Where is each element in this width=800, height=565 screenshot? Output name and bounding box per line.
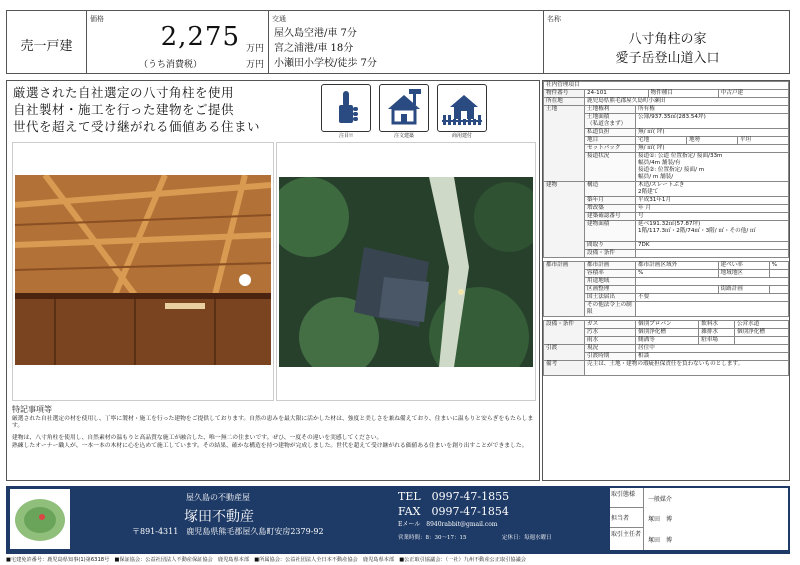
building-value: 延べ191.32㎡(57.87坪) 1階/117.3㎡・2階/74㎡・3階/ ㎡・その他/ ㎡ — [636, 221, 789, 242]
city-key: 容積率 — [585, 270, 636, 278]
city-value — [636, 278, 789, 286]
notes-paragraph: 熟練したオーナー職人が、一本一本の木材に心を込めて施工しています。その結果、確かな構造を持つ建物が完成しました。世代を超えて受け継がれる価値ある住まいを創り出すことができました。 — [12, 443, 528, 450]
city-table — [543, 261, 789, 317]
addr-label: 所在地 — [544, 98, 585, 106]
mgmt-header: 社内管理項目 — [544, 82, 789, 90]
feature-panel — [6, 80, 540, 481]
icon-caption: 注目!! — [338, 133, 354, 139]
land-key: 私道負担 — [585, 129, 636, 137]
terrain: 平坦 — [737, 137, 788, 145]
catch-copy — [13, 84, 260, 135]
deliver-table — [543, 344, 789, 376]
deal: 一般媒介 — [648, 496, 673, 503]
price-label: 価格 — [90, 15, 104, 23]
building-section: 建物 — [544, 182, 585, 258]
building-table — [543, 181, 789, 258]
house-fence-icon — [437, 84, 487, 132]
kind-label: 物件種目 — [648, 90, 718, 98]
building-key: 建築確認番号 — [585, 213, 636, 221]
city-value — [636, 286, 719, 294]
thumbs-up-icon — [321, 84, 371, 132]
island-map — [10, 489, 70, 549]
city-key: 国土法届出 — [585, 294, 636, 302]
icon-caption: 商用建付 — [451, 133, 472, 139]
kind: 中古戸建 — [718, 90, 788, 98]
spec-table — [543, 81, 789, 106]
header-bar — [6, 10, 790, 74]
icon-caption: 注文建築 — [393, 133, 414, 139]
remarks: 売主は、土地・建物の瑕疵担保責任を負わないものとします。 — [585, 361, 789, 376]
facility-key: 汚水 — [585, 329, 636, 337]
email[interactable]: Eメール 8940rabbit@gmail.com — [398, 521, 498, 528]
land-value: 公簿/937.35㎡(283.54坪) — [636, 114, 789, 129]
facility-value2: 公営水道 — [734, 321, 788, 329]
fax: FAX 0997-47-1854 — [398, 505, 509, 518]
traffic-cell — [269, 11, 544, 73]
property-type: 売一戸建 — [20, 39, 73, 54]
facility-value2: 個別浄化槽 — [734, 329, 788, 337]
notes-paragraph: 建物は、八寸角柱を使用し、自然素材の温もりと高品質な施工が融合した、唯一無二の住まいです。ぜひ、一度その違いを実感してください。 — [12, 434, 383, 441]
company-address: 〒891-4311 鹿児島県熊毛郡屋久島町安房2379-92 — [132, 527, 324, 536]
price-unit: 万円 — [245, 44, 264, 54]
deliver-section: 引渡 — [544, 345, 585, 361]
phone[interactable]: TEL 0997-47-1855 — [398, 490, 510, 503]
building-value: 平成31年1月 — [636, 197, 789, 205]
city-key: 都市計画 — [585, 262, 636, 270]
deal-label: 取引態様 — [610, 488, 644, 508]
traffic-item: 屋久島空港/車 7分 — [274, 28, 357, 39]
feature-icon-2 — [379, 84, 429, 139]
price-value: 2,275 — [160, 22, 240, 52]
land-key: 土地権利 — [585, 106, 636, 114]
city-section: 都市計画 — [544, 262, 585, 317]
facility-key2: 飲料水 — [699, 321, 735, 329]
city-value: 都市計画区域外 — [636, 262, 719, 270]
facility-key: 雨水 — [585, 337, 636, 345]
city-value: % — [636, 270, 719, 278]
deliver-value: 居住中 — [636, 345, 789, 353]
city-value2 — [769, 270, 788, 278]
feature-icon-3 — [437, 84, 487, 139]
chimoku: 宅地 — [636, 137, 687, 145]
terrain-label: 地勢 — [686, 137, 737, 145]
catch-line: 世代を超えて受け継がれる価値ある住まい — [13, 119, 261, 134]
facility-value: 側溝等 — [636, 337, 699, 345]
tax-unit: 万円 — [245, 60, 264, 70]
city-key: 区画整理 — [585, 286, 636, 294]
notes-section — [12, 404, 536, 451]
land-section: 土地 — [544, 106, 585, 182]
land-key: 接道状況 — [585, 153, 636, 182]
city-key2: 街路計画 — [718, 286, 769, 294]
building-key: 築年月 — [585, 197, 636, 205]
staff-label: 担当者 — [610, 508, 644, 528]
building-value — [636, 250, 789, 258]
land-value: 無/ ㎡( 坪) — [636, 129, 789, 137]
notes-title: 特記事項等 — [12, 405, 52, 414]
tax-note: （うち消費税） — [138, 60, 202, 70]
notes-paragraph: 厳選された自社選定の材を使用し、丁寧に製材・施工を行った建物をご提供しております。自然の恵みを最大限に活かした材は、強度と美しさを兼ね備えており、住まいに温もりと安らぎをもたらします。 — [12, 416, 534, 430]
facility-section: 設備・条件 — [544, 321, 585, 345]
building-key: 建物面積 — [585, 221, 636, 242]
house-hammer-icon — [379, 84, 429, 132]
staff: 塚田 博 — [648, 516, 673, 523]
photo-frame-1 — [12, 142, 274, 401]
building-key: 間取り — [585, 242, 636, 250]
traffic-label: 交通 — [272, 15, 286, 23]
facility-table — [543, 320, 789, 345]
deliver-key: 現況 — [585, 345, 636, 353]
price-cell — [87, 11, 269, 73]
city-key: 用途地域 — [585, 278, 636, 286]
address: 鹿児島県熊毛郡屋久島町小瀬田 — [585, 98, 789, 106]
building-value: 年 月 — [636, 205, 789, 213]
mgmt-no: 24-101 — [585, 90, 649, 98]
aerial-photo — [279, 177, 533, 367]
holiday: 定休日：毎週水曜日 — [502, 535, 552, 541]
deliver-key: 引渡時期 — [585, 353, 636, 361]
traffic-item: 小瀬田小学校/徒歩 7分 — [274, 58, 377, 69]
chimoku-label: 地目 — [585, 137, 636, 145]
chief-label: 取引主任者 — [610, 528, 644, 550]
catch-line: 厳選された自社選定の八寸角柱を使用 — [13, 85, 235, 100]
type-cell — [7, 11, 87, 73]
business-hours: 営業時間：8：30〜17：15 — [398, 535, 467, 541]
traffic-list — [274, 26, 377, 71]
city-key2: 地域地区 — [718, 270, 769, 278]
land-value: 無/ ㎡( 坪) — [636, 145, 789, 153]
transaction-box — [610, 488, 788, 550]
land-key: 土地面積 （私道含まず） — [585, 114, 636, 129]
land-value: 所有権 — [636, 106, 789, 114]
property-subname: 愛子岳登山道入口 — [615, 51, 720, 66]
facility-key2: 雑排水 — [699, 329, 735, 337]
footer — [6, 486, 790, 554]
city-value2: % — [769, 262, 788, 270]
land-key: セットバック — [585, 145, 636, 153]
facility-key2: 駐車場 — [699, 337, 735, 345]
company-subtitle: 屋久島の不動産屋 — [186, 493, 250, 502]
facility-value: 個別プロパン — [636, 321, 699, 329]
city-key: その他法令上の制限 — [585, 302, 636, 317]
feature-icon-1 — [321, 84, 371, 139]
city-key2: 建ぺい率 — [718, 262, 769, 270]
property-name: 八寸角柱の家 — [628, 32, 707, 47]
name-label: 名称 — [547, 15, 561, 23]
company-name: 塚田不動産 — [184, 509, 254, 525]
catch-line: 自社製材・施工を行った建物をご提供 — [13, 102, 235, 117]
interior-photo — [15, 175, 271, 365]
land-table — [543, 105, 789, 182]
building-key: 構造 — [585, 182, 636, 197]
traffic-item: 宮之浦港/車 18分 — [274, 43, 354, 54]
chief: 塚田 博 — [648, 537, 673, 544]
mgmt-no-label: 物件番号 — [544, 90, 585, 98]
remarks-label: 備考 — [544, 361, 585, 376]
building-value: 木造/スレートぶき 2階建て — [636, 182, 789, 197]
facility-value: 個別浄化槽 — [636, 329, 699, 337]
deliver-value: 相談 — [636, 353, 789, 361]
building-value: 7DK — [636, 242, 789, 250]
city-value2 — [769, 286, 788, 294]
name-cell — [544, 11, 791, 73]
facility-key: ガス — [585, 321, 636, 329]
city-value: 不要 — [636, 294, 789, 302]
photo-frame-2 — [276, 142, 536, 401]
building-key: 増改築 — [585, 205, 636, 213]
building-value: 号 — [636, 213, 789, 221]
license-notice: ■宅建免許番号：鹿児島県知事(1)第6318号 ■保証協会：公益社団法人不動産保証協会 鹿児島県本部 ■所属協会：公益社団法人全日本不動産協会 鹿児島県本部 ■公正取引協議会：（一社）九州不動産公正取引協議会 — [6, 557, 526, 563]
building-key: 設備・条件 — [585, 250, 636, 258]
spec-table-wrapper — [542, 80, 790, 481]
city-value — [636, 302, 789, 317]
land-value: 接道①: 公道 位置指定/ 接面/33m 幅員/4m 舗装/有 接道②: 位置指定/ 接面/ m 幅員/ m 舗装/ — [636, 153, 789, 182]
